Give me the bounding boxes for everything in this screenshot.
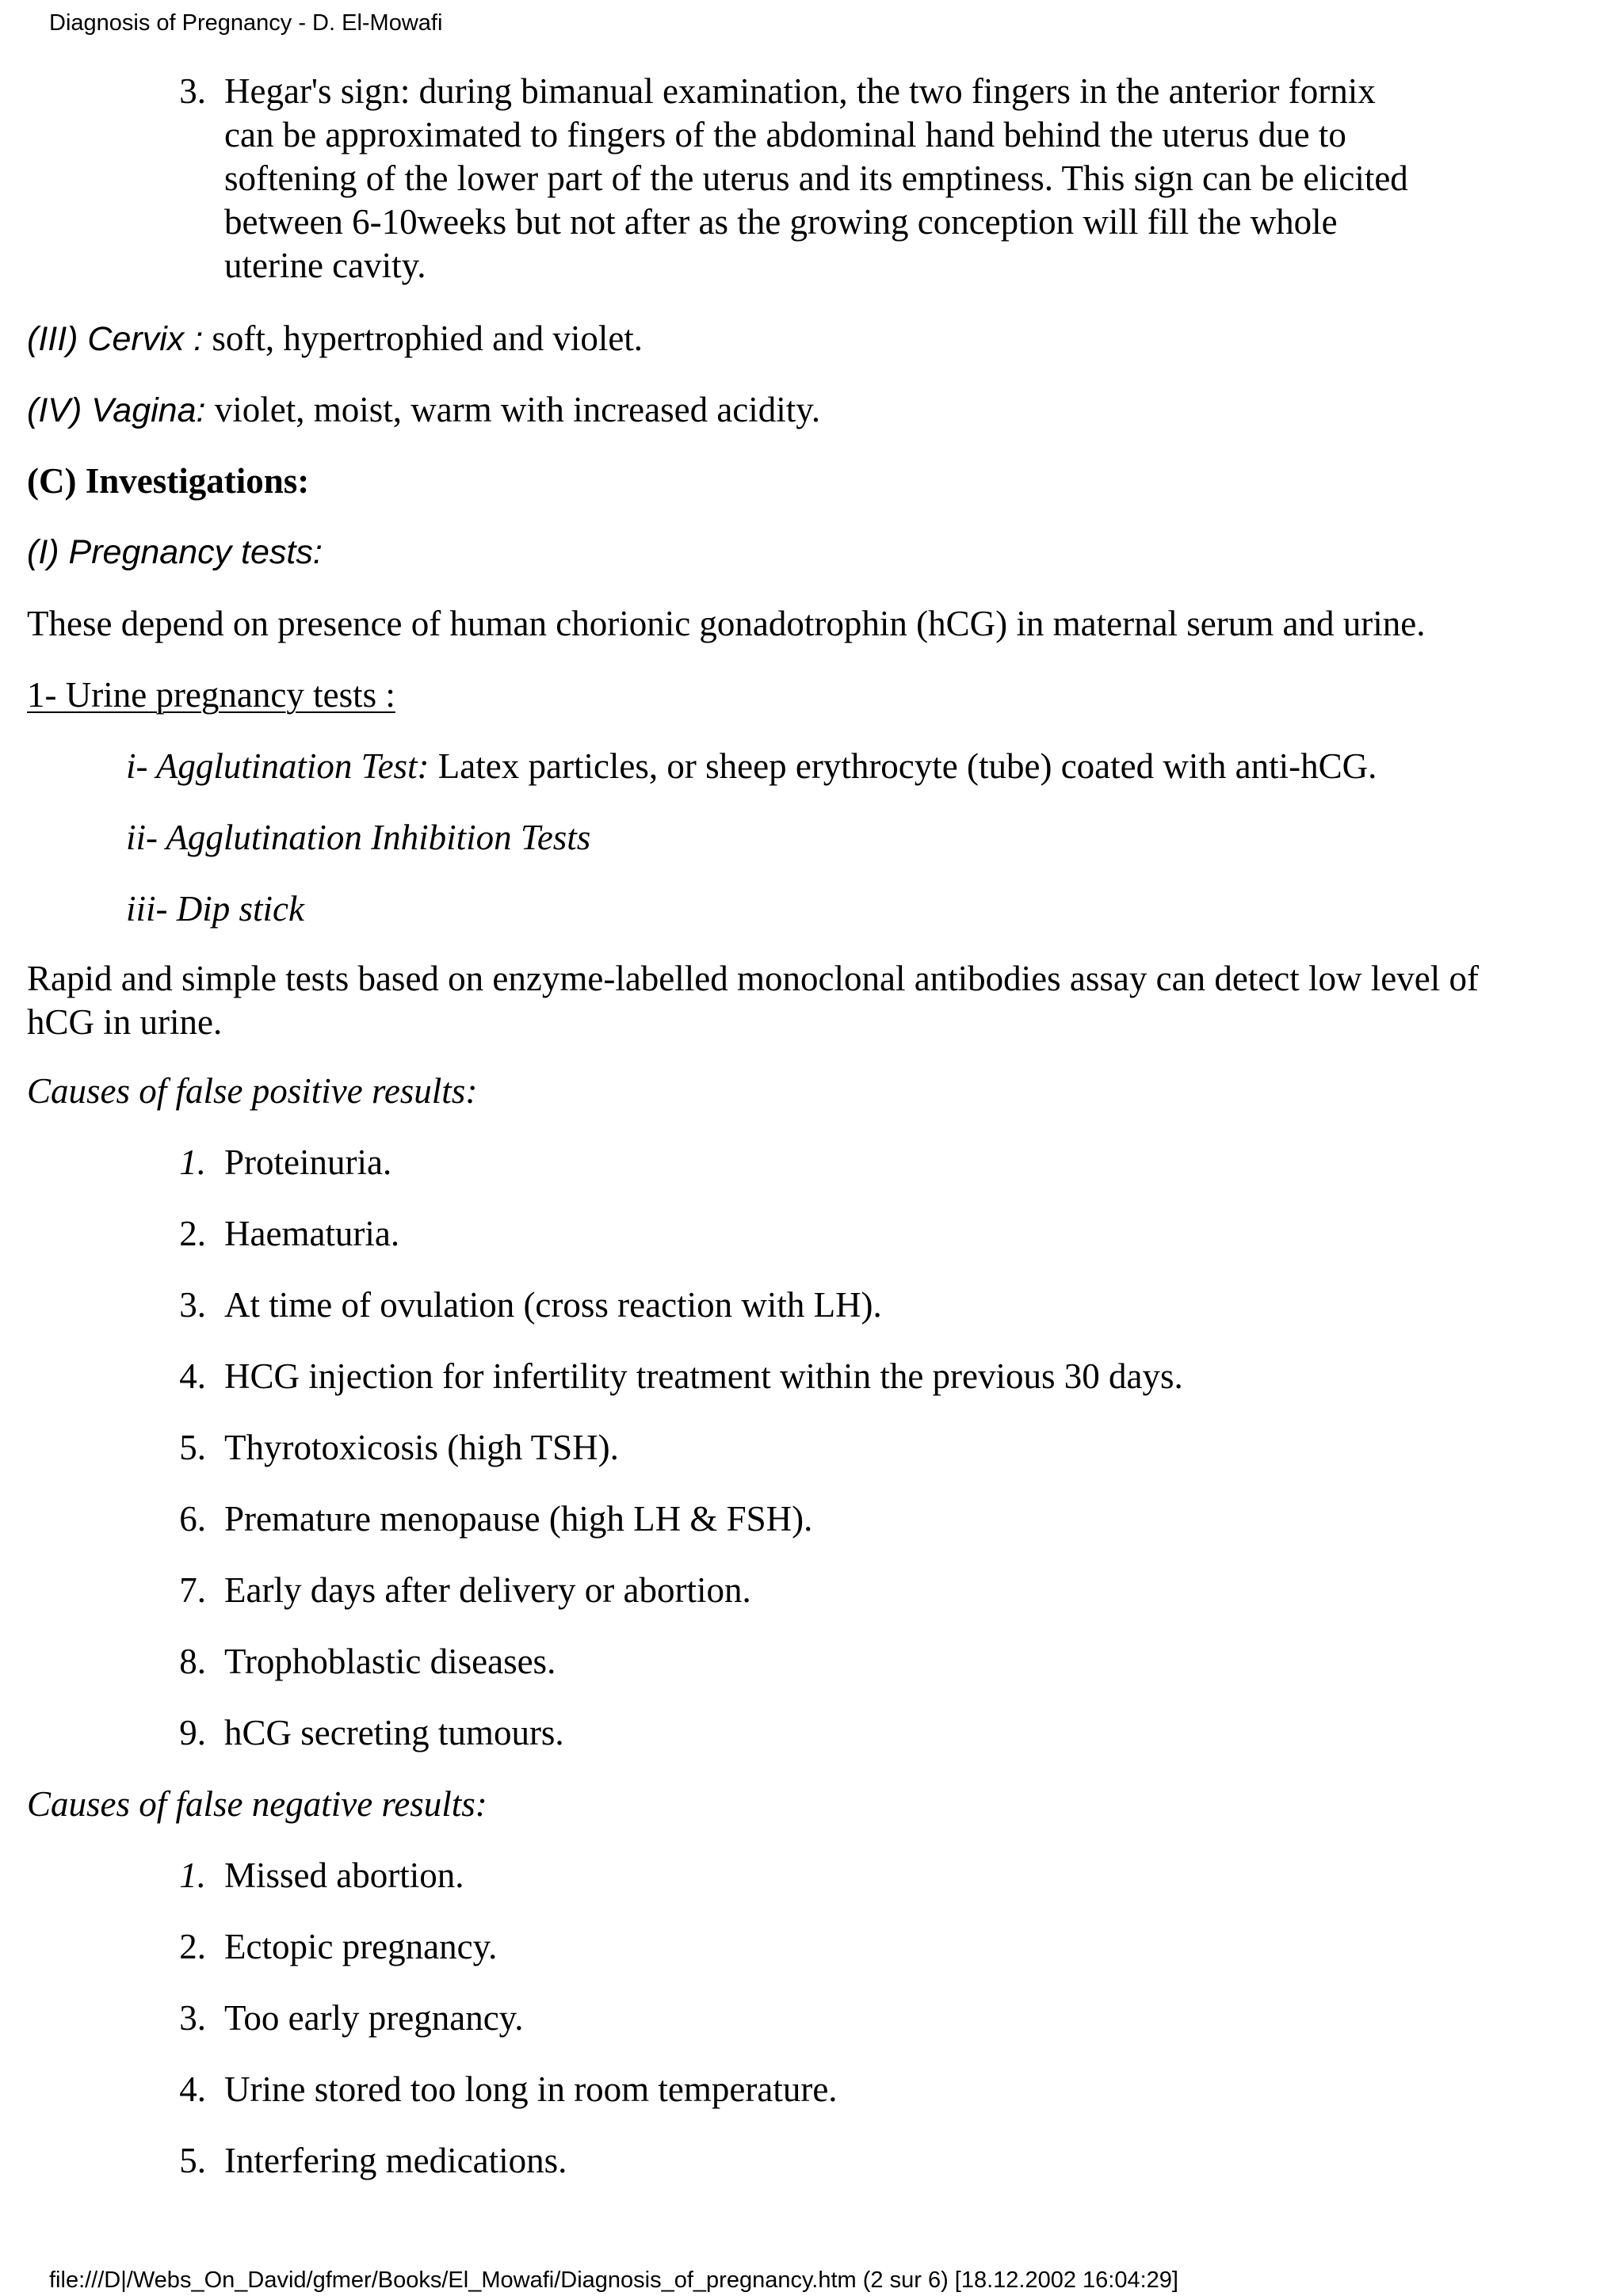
vagina-paragraph bbox=[27, 388, 820, 433]
list-number: 1. bbox=[179, 1855, 206, 1895]
list-item-text: Trophoblastic diseases. bbox=[224, 1642, 556, 1681]
list-number: 2. bbox=[179, 1214, 206, 1253]
list-number: 2. bbox=[179, 1927, 206, 1966]
cervix-text: soft, hypertrophied and violet. bbox=[203, 318, 643, 358]
investigations-heading: (C) Investigations: bbox=[27, 461, 310, 501]
list-item-text: Thyrotoxicosis (high TSH). bbox=[224, 1428, 619, 1467]
list-item-text: At time of ovulation (cross reaction with LH). bbox=[224, 1285, 882, 1325]
cervix-paragraph bbox=[27, 317, 643, 361]
list-number: 5. bbox=[179, 2141, 206, 2180]
false-negative-heading: Causes of false negative results: bbox=[27, 1784, 487, 1824]
list-item-text: Haematuria. bbox=[224, 1214, 400, 1253]
cervix-label: (III) Cervix : bbox=[27, 320, 204, 358]
page-footer-url: file:///D|/Webs_On_David/gfmer/Books/El_Mowafi/Diagnosis_of_pregnancy.htm (2 sur 6) [18.12.2002 16:04:29] bbox=[49, 2267, 1178, 2293]
pregnancy-tests-heading: (I) Pregnancy tests: bbox=[27, 533, 323, 571]
list-item-text: Early days after delivery or abortion. bbox=[224, 1570, 751, 1610]
list-item-text: Too early pregnancy. bbox=[224, 1998, 524, 2038]
list-item-text: hCG secreting tumours. bbox=[224, 1713, 564, 1753]
list-number: 9. bbox=[179, 1713, 206, 1753]
list-number: 4. bbox=[179, 2069, 206, 2109]
list-number: 4. bbox=[179, 1356, 206, 1396]
hegar-line: between 6-10weeks but not after as the growing conception will fill the whole bbox=[224, 202, 1338, 242]
list-number: 3. bbox=[179, 71, 206, 111]
rapid-tests-paragraph bbox=[27, 957, 1479, 1044]
list-number: 6. bbox=[179, 1499, 206, 1539]
vagina-text: violet, moist, warm with increased acidity. bbox=[205, 390, 821, 429]
list-number: 5. bbox=[179, 1428, 206, 1467]
vagina-label: (IV) Vagina: bbox=[27, 391, 206, 429]
list-item-text: Ectopic pregnancy. bbox=[224, 1927, 498, 1966]
agglutination-test-item bbox=[126, 745, 1377, 788]
list-number: 8. bbox=[179, 1642, 206, 1681]
dip-stick-item: iii- Dip stick bbox=[126, 889, 304, 929]
list-number: 3. bbox=[179, 1998, 206, 2038]
urine-tests-heading: 1- Urine pregnancy tests : bbox=[27, 675, 395, 715]
hegar-line: softening of the lower part of the uterus and its emptiness. This sign can be elicited bbox=[224, 158, 1408, 198]
hcg-intro-paragraph: These depend on presence of human chorionic gonadotrophin (hCG) in maternal serum and urine. bbox=[27, 604, 1426, 643]
list-number: 1. bbox=[179, 1142, 206, 1182]
list-item-text: HCG injection for infertility treatment within the previous 30 days. bbox=[224, 1356, 1183, 1396]
rapid-tests-line: hCG in urine. bbox=[27, 1002, 223, 1042]
list-number: 7. bbox=[179, 1570, 206, 1610]
list-item-text: Missed abortion. bbox=[224, 1855, 464, 1895]
list-item-text: Interfering medications. bbox=[224, 2141, 567, 2180]
agglutination-test-label: i- Agglutination Test: bbox=[126, 746, 430, 786]
hegar-line: uterine cavity. bbox=[224, 246, 426, 285]
rapid-tests-line: Rapid and simple tests based on enzyme-labelled monoclonal antibodies assay can detect low level of bbox=[27, 959, 1479, 998]
list-item-text: Premature menopause (high LH & FSH). bbox=[224, 1499, 813, 1539]
list-number: 3. bbox=[179, 1285, 206, 1325]
agglutination-test-text: Latex particles, or sheep erythrocyte (tube) coated with anti-hCG. bbox=[429, 746, 1377, 786]
list-item-text: Proteinuria. bbox=[224, 1142, 392, 1182]
hegar-line: Hegar's sign: during bimanual examination, the two fingers in the anterior fornix bbox=[224, 71, 1376, 111]
false-positive-heading: Causes of false positive results: bbox=[27, 1071, 478, 1111]
hegar-line: can be approximated to fingers of the abdominal hand behind the uterus due to bbox=[224, 115, 1346, 154]
list-item-text: Urine stored too long in room temperature. bbox=[224, 2069, 838, 2109]
page-header: Diagnosis of Pregnancy - D. El-Mowafi bbox=[49, 10, 443, 36]
agglutination-inhibition-item: ii- Agglutination Inhibition Tests bbox=[126, 818, 591, 857]
hegar-sign-text bbox=[224, 70, 1556, 288]
